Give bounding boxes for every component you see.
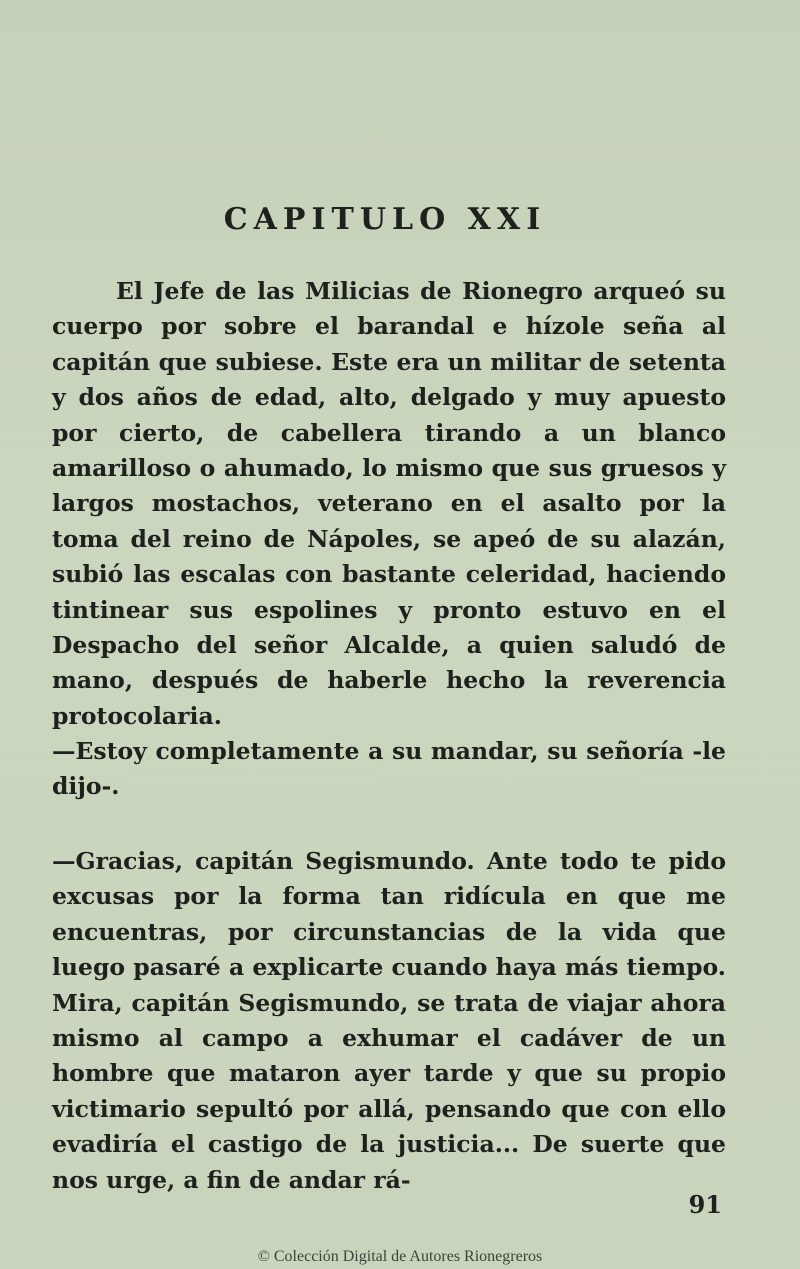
chapter-title: CAPITULO XXI xyxy=(223,202,547,237)
paragraph-3: —Gracias, capitán Segismundo. Ante todo te pido excusas por la forma tan ridícula en que me encuentras, por circunstancias de la vida que luego pasaré a explicarte cuando haya más tiempo. Mira, capitán Segismundo, se trata de viajar ahora mismo al campo a exhumar el cadáver de un hombre que mataron ayer tarde y que su propio victimario sepultó por allá, pensando que con ello evadiría el castigo de la justicia... De suerte que nos urge, a fin de andar rá- xyxy=(52,847,726,1194)
copyright-footer: © Colección Digital de Autores Rionegreros xyxy=(257,1248,543,1265)
paragraph-2: —Estoy completamente a su mandar, su señoría -le dijo-. xyxy=(52,737,726,801)
paragraph-1: El Jefe de las Milicias de Rionegro arqueó su cuerpo por sobre el barandal e hízole seña al capitán que subiese. Este era un militar de setenta y dos años de edad, alto, delgado y muy apuesto por cierto, de cabellera tirando a un blanco amarilloso o ahumado, lo mismo que sus gruesos y largos mostachos, veterano en el asalto por la toma del reino de Nápoles, se apeó de su alazán, subió las escalas con bastante celeridad, haciendo tintinear sus espolines y pronto estuvo en el Despacho del señor Alcalde, a quien saludó de mano, después de haberle hecho la reverencia protocolaria. xyxy=(52,277,726,730)
page-number: 91 xyxy=(688,1190,722,1219)
